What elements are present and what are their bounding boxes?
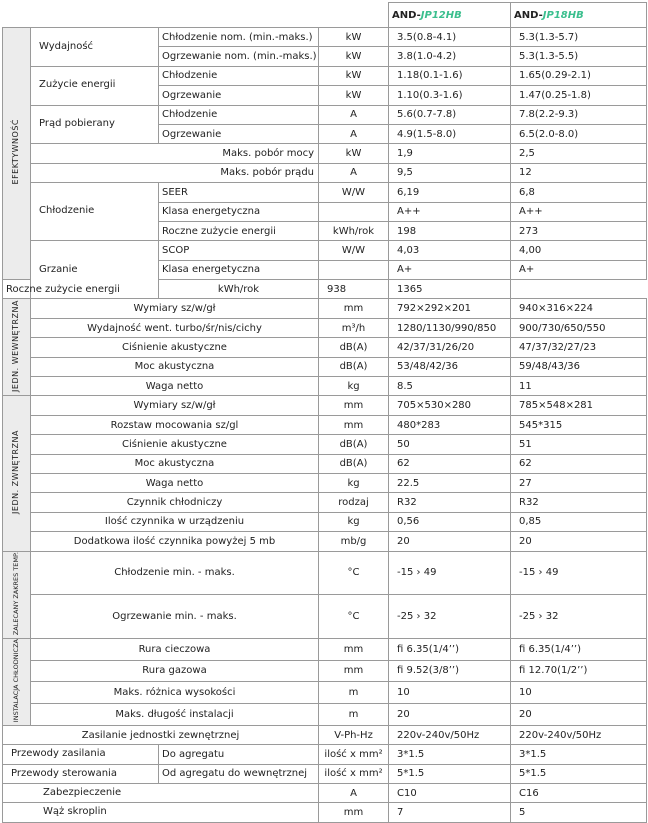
table-row: Waga netto kg 22.5 27 xyxy=(3,473,647,492)
table-row: JEDN. ZWNĘTRZNA Wymiary sz/w/gł mm 705×530×280 785×548×281 xyxy=(3,396,647,415)
table-row: Maks. długość instalacji m 20 20 xyxy=(3,704,647,726)
table-row: Czynnik chłodniczy rodzaj R32 R32 xyxy=(3,493,647,512)
group-current: Prąd pobierany xyxy=(31,105,159,144)
table-row: Ciśnienie akustyczne dB(A) 42/37/31/26/20 47/37/32/27/23 xyxy=(3,338,647,357)
table-row: Ogrzewanie kW 1.10(0.3-1.6) 1.47(0.25-1.8) xyxy=(3,86,647,105)
table-row: Ilość czynnika w urządzeniu kg 0,56 0,85 xyxy=(3,512,647,531)
table-row: Maks. pobór mocy kW 1,9 2,5 xyxy=(3,144,647,163)
table-row: Moc akustyczna dB(A) 53/48/42/36 59/48/43/36 xyxy=(3,357,647,376)
table-row: Zasilanie jednostki zewnętrznej V-Ph-Hz 220v-240v/50Hz 220v-240v/50Hz xyxy=(3,725,647,744)
section-efficiency: EFEKTYWNOŚĆ xyxy=(3,28,31,280)
table-row: Rura gazowa mm fi 9.52(3/8’’) fi 12.70(1/2’’) xyxy=(3,660,647,682)
section-outdoor: JEDN. ZWNĘTRZNA xyxy=(3,396,31,551)
table-row: Przewody zasilania Do agregatu ilość x mm² 3*1.5 3*1.5 xyxy=(3,745,647,764)
table-row: Wydajność went. turbo/śr/nis/cichy m³/h 1280/1130/990/850 900/730/650/550 xyxy=(3,318,647,337)
table-row: Ogrzewanie A 4.9(1.5-8.0) 6.5(2.0-8.0) xyxy=(3,124,647,143)
table-row: JEDN. WEWNĘTRZNA Wymiary sz/w/gł mm 792×292×201 940×316×224 xyxy=(3,299,647,318)
table-row: Klasa energetyczna A++ A++ xyxy=(3,202,647,221)
table-row: ZALECANY ZAKRES TEMP. Chłodzenie min. - maks. °C -15 › 49 -15 › 49 xyxy=(3,551,647,595)
section-install: INSTALACJA CHŁODNICZA xyxy=(3,638,31,725)
table-row: Rozstaw mocowania sz/gl mm 480*283 545*315 xyxy=(3,415,647,434)
table-row: Dodatkowa ilość czynnika powyżej 5 mb mb/g 20 20 xyxy=(3,532,647,551)
model-1-header: AND-JP12HB xyxy=(389,3,511,28)
table-row: EFEKTYWNOŚĆ Wydajność Chłodzenie nom. (min.-maks.) kW 3.5(0.8-4.1) 5.3(1.3-5.7) xyxy=(3,28,647,47)
table-row: Klasa energetyczna A+ A+ xyxy=(3,260,647,279)
table-row: Prąd pobierany Chłodzenie A 5.6(0.7-7.8) 7.8(2.2-9.3) xyxy=(3,105,647,124)
group-heating: Grzanie xyxy=(31,241,159,299)
table-row: Maks. różnica wysokości m 10 10 xyxy=(3,682,647,704)
group-consumption: Zużycie energii xyxy=(31,66,159,105)
spec-sheet xyxy=(2,2,647,823)
table-row: Zużycie energii Chłodzenie kW 1.18(0.1-1.6) 1.65(0.29-2.1) xyxy=(3,66,647,85)
table-row: Wąż skroplin mm 7 5 xyxy=(3,803,647,822)
table-row: Moc akustyczna dB(A) 62 62 xyxy=(3,454,647,473)
table-row: Roczne zużycie energii kWh/rok 938 1365 xyxy=(3,280,647,299)
table-row: Ogrzewanie min. - maks. °C -25 › 32 -25 › 32 xyxy=(3,595,647,639)
section-indoor: JEDN. WEWNĘTRZNA xyxy=(3,299,31,396)
table-row: INSTALACJA CHŁODNICZA Rura cieczowa mm fi 6.35(1/4’’) fi 6.35(1/4’’) xyxy=(3,638,647,660)
section-temp: ZALECANY ZAKRES TEMP. xyxy=(3,551,31,638)
table-row: Roczne zużycie energii kWh/rok 198 273 xyxy=(3,221,647,240)
group-cooling: Chłodzenie xyxy=(31,183,159,241)
table-row: Zabezpieczenie A C10 C16 xyxy=(3,784,647,803)
table-row: Waga netto kg 8.5 11 xyxy=(3,377,647,396)
header-row xyxy=(3,3,647,28)
table-row: Ogrzewanie nom. (min.-maks.) kW 3.8(1.0-4.2) 5.3(1.3-5.5) xyxy=(3,47,647,66)
table-row: Grzanie SCOP W/W 4,03 4,00 xyxy=(3,241,647,260)
table-row: Ciśnienie akustyczne dB(A) 50 51 xyxy=(3,435,647,454)
model-2-header: AND-JP18HB xyxy=(511,3,647,28)
table-row: Chłodzenie SEER W/W 6,19 6,8 xyxy=(3,183,647,202)
group-capacity: Wydajność xyxy=(31,28,159,67)
table-row: Przewody sterowania Od agregatu do wewnętrznej ilość x mm² 5*1.5 5*1.5 xyxy=(3,764,647,783)
spec-table xyxy=(2,2,647,823)
table-row: Maks. pobór prądu A 9,5 12 xyxy=(3,163,647,182)
